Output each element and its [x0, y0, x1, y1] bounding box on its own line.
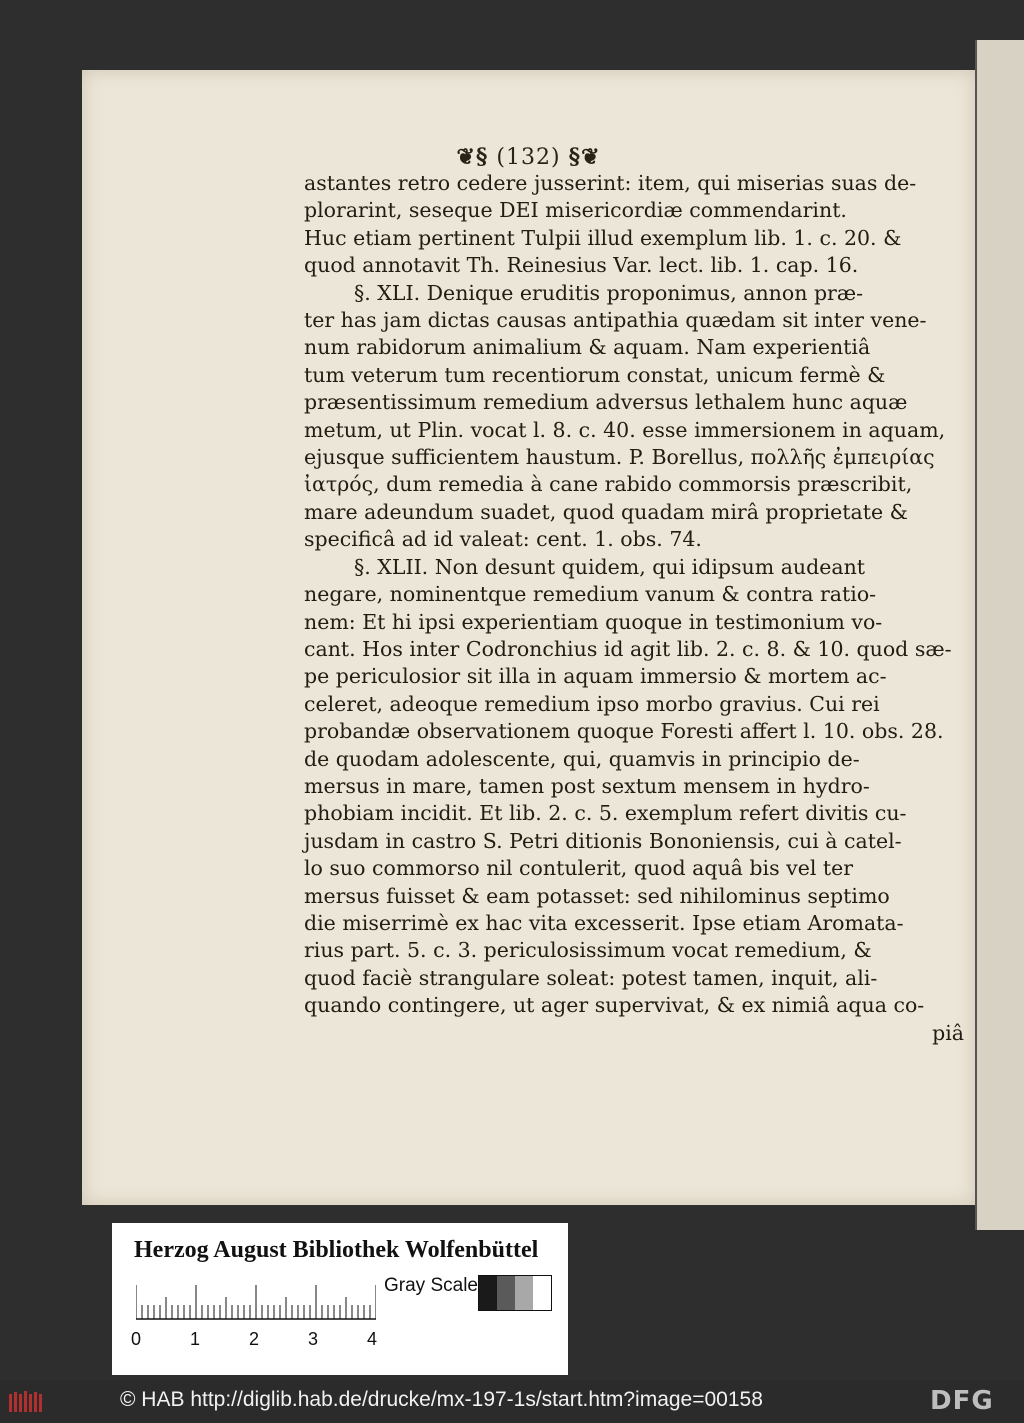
text-line: præsentissimum remedium adversus lethalem hunc aquæ	[304, 390, 908, 415]
text-line: quod annotavit Th. Reinesius Var. lect. lib. 1. cap. 16.	[304, 253, 859, 278]
text-line: de quodam adolescente, qui, quamvis in principio de-	[304, 746, 860, 771]
gray-scale-swatch	[497, 1276, 515, 1310]
page-header	[82, 144, 975, 170]
text-line: phobiam incidit. Et lib. 2. c. 5. exemplum refert divitis cu-	[304, 801, 907, 826]
text-line: mare adeundum suadet, quod quadam mirâ proprietate &	[304, 499, 908, 524]
text-line: §. XLII. Non desunt quidem, qui idipsum audeant	[354, 554, 866, 579]
text-line: tum veterum tum recentiorum constat, unicum fermè &	[304, 362, 886, 387]
text-line: piâ	[932, 1020, 964, 1045]
ruler-label: 0	[131, 1329, 142, 1349]
text-line: §. XLI. Denique eruditis proponimus, annon præ-	[354, 280, 864, 305]
text-line: mersus fuisset & eam potasset: sed nihilominus septimo	[304, 883, 890, 908]
text-line: specificâ ad id valeat: cent. 1. obs. 74.	[304, 527, 702, 552]
text-line: pe periculosior sit illa in aquam immersio & mortem ac-	[304, 664, 887, 689]
dfg-logo: DFG	[930, 1386, 994, 1416]
text-line: jusdam in castro S. Petri ditionis Bononiensis, cui à catel-	[304, 828, 902, 853]
text-line: negare, nominentque remedium vanum & contra ratio-	[304, 582, 877, 607]
ruler-label: 2	[249, 1329, 260, 1349]
footer-copyright-link[interactable]: © HAB http://diglib.hab.de/drucke/mx-197-1s/start.htm?image=00158	[120, 1388, 763, 1411]
text-line: ἰατρός, dum remedia à cane rabido commorsis præscribit,	[304, 472, 913, 497]
ornament-right-icon: §❦	[568, 144, 601, 170]
text-line: metum, ut Plin. vocat l. 8. c. 40. esse immersionem in aquam,	[304, 417, 946, 442]
text-line: lo suo commorso nil contulerit, quod aquâ bis vel ter	[304, 856, 854, 881]
library-name: Herzog August Bibliothek Wolfenbüttel	[134, 1237, 539, 1263]
text-line: Huc etiam pertinent Tulpii illud exemplum lib. 1. c. 20. &	[304, 225, 902, 250]
text-line: astantes retro cedere jusserint: item, qui miserias suas de-	[304, 171, 917, 195]
ruler-label: 1	[190, 1329, 201, 1349]
text-line: num rabidorum animalium & aquam. Nam experientiâ	[304, 335, 871, 360]
text-line: quando contingere, ut ager supervivat, & ex nimiâ aqua co-	[304, 993, 925, 1018]
text-line: cant. Hos inter Codronchius id agit lib. 2. c. 8. & 10. quod sæ-	[304, 636, 952, 661]
text-line: ter has jam dictas causas antipathia quædam sit inter vene-	[304, 308, 927, 333]
library-reference-card	[112, 1223, 568, 1375]
ornament-left-icon: ❦§	[456, 144, 489, 170]
ruler-label: 4	[367, 1329, 378, 1349]
ruler-scale	[136, 1279, 376, 1323]
text-line: probandæ observationem quoque Foresti affert l. 10. obs. 28.	[304, 719, 944, 744]
text-line: ejusque sufficientem haustum. P. Borellus, πολλῆς ἐμπειρίας	[304, 445, 935, 470]
text-line: quod faciè strangulare soleat: potest tamen, inquit, ali-	[304, 965, 878, 990]
gray-scale-strip	[478, 1275, 552, 1311]
text-line: mersus in mare, tamen post sextum mensem in hydro-	[304, 773, 870, 798]
footer-bar	[0, 1380, 1024, 1423]
hab-logo-icon	[8, 1390, 46, 1414]
text-line: nem: Et hi ipsi experientiam quoque in testimonium vo-	[304, 609, 883, 634]
text-line: rius part. 5. c. 3. periculosissimum vocat remedium, &	[304, 938, 872, 963]
gray-scale-swatch	[479, 1276, 497, 1310]
page-body-text	[304, 170, 984, 1047]
gray-scale-swatch	[533, 1276, 551, 1310]
text-line: plorarint, seseque DEI misericordiæ commendarint.	[304, 198, 847, 223]
gray-scale-label: Gray Scale	[384, 1275, 478, 1296]
ruler-label: 3	[308, 1329, 319, 1349]
book-page	[82, 70, 975, 1205]
text-line: die miserrimè ex hac vita excesserit. Ipse etiam Aromata-	[304, 910, 904, 935]
gray-scale-swatch	[515, 1276, 533, 1310]
text-line: celeret, adeoque remedium ipso morbo gravius. Cui rei	[304, 691, 880, 716]
page-number: (132)	[496, 145, 561, 170]
